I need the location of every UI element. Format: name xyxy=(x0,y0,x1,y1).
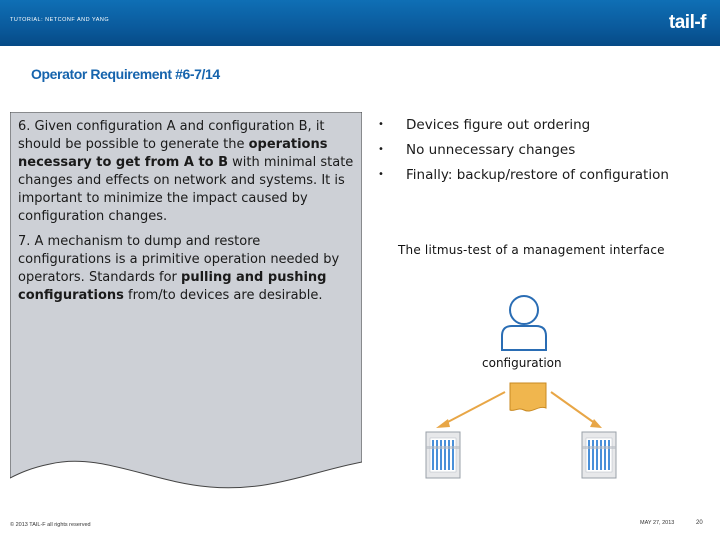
configuration-label: configuration xyxy=(482,356,562,370)
litmus-caption: The litmus-test of a management interface xyxy=(398,243,665,257)
bullet-list xyxy=(378,116,708,191)
person-icon xyxy=(502,296,546,350)
page-number: 20 xyxy=(696,520,703,526)
bullet-text: Devices figure out ordering xyxy=(406,117,591,133)
requirement-6: 6. Given configuration A and configuration B, it should be possible to generate the operations necessary to get from A to B with minimal state changes and effects on network and systems. It is important to minimize the impact caused by configuration changes. xyxy=(18,119,354,224)
bullet-marker: • xyxy=(378,144,384,155)
footer-date: MAY 27, 2013 xyxy=(640,520,675,526)
bullet-text: Finally: backup/restore of configuration xyxy=(406,167,669,183)
server-rack-icon xyxy=(426,432,460,478)
requirements-text xyxy=(18,118,356,312)
arrow-left xyxy=(436,392,505,428)
bullet-item xyxy=(378,141,708,159)
copyright-notice: © 2013 TAIL-F all rights reserved xyxy=(10,522,91,528)
backup-restore-diagram xyxy=(410,288,650,488)
tail-f-logo: tail-f xyxy=(668,12,706,33)
header-label: TUTORIAL: NETCONF AND YANG xyxy=(10,17,110,23)
bullet-text: No unnecessary changes xyxy=(406,142,576,158)
server-rack-icon xyxy=(582,432,616,478)
document-icon xyxy=(510,383,546,411)
bullet-item xyxy=(378,166,708,184)
slide-title: Operator Requirement #6-7/14 xyxy=(31,66,220,82)
bullet-marker: • xyxy=(378,119,384,130)
bullet-item xyxy=(378,116,708,134)
arrow-right xyxy=(551,392,602,428)
bullet-marker: • xyxy=(378,169,384,180)
requirement-7: 7. A mechanism to dump and restore configurations is a primitive operation needed by operators. Standards for pulling and pushing configurations from/to devices are desirable. xyxy=(18,234,340,303)
header-bar xyxy=(0,0,720,46)
